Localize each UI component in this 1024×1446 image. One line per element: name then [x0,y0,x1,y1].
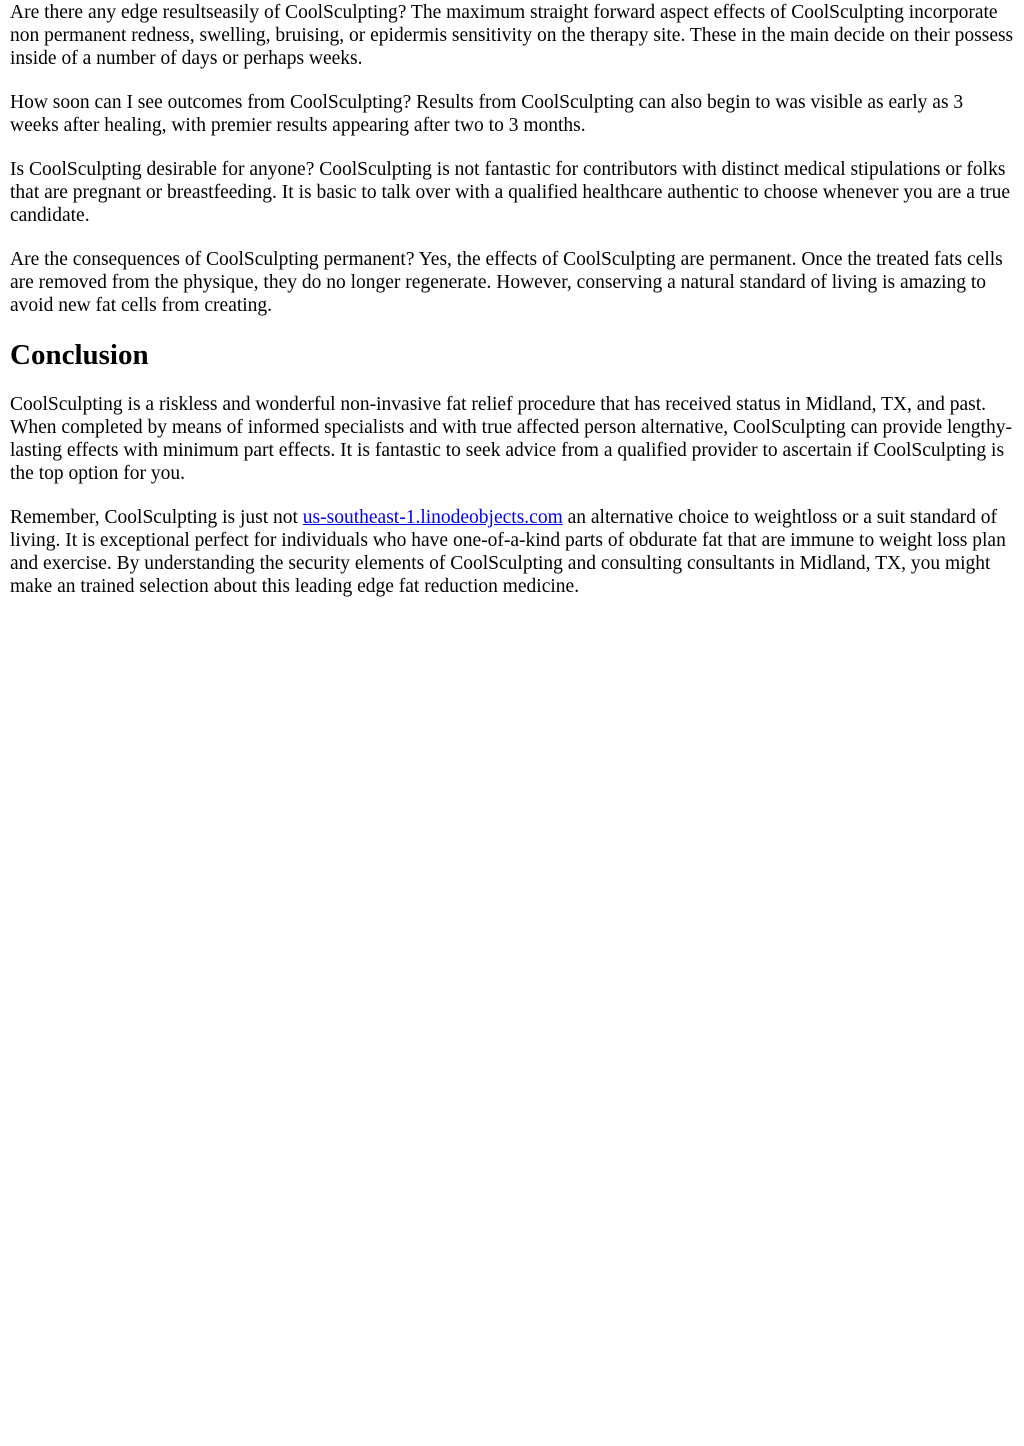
conclusion-paragraph-summary: CoolSculpting is a riskless and wonderful non-invasive fat relief procedure that has received status in Midland, TX, and past. When completed by means of informed specialists and with true affected person alternative, CoolSculpting can provide lengthy-lasting effects with minimum part effects. It is fantastic to seek advice from a qualified provider to ascertain if CoolSculpting is the top option for you. [10,394,1012,484]
conclusion-heading: Conclusion [10,339,149,371]
conclusion-paragraph-reminder [10,506,1014,598]
document-page [0,0,1024,598]
reminder-text-before-link: Remember, CoolSculpting is just not [10,507,303,528]
linode-objects-link[interactable]: us-southeast-1.linodeobjects.com [302,507,563,528]
faq-paragraph-permanence: Are the consequences of CoolSculpting permanent? Yes, the effects of CoolSculpting are permanent. Once the treated fats cells are removed from the physique, they do no longer regenerate. However, conserving a natural standard of living is amazing to avoid new fat cells from creating. [10,249,1003,316]
faq-paragraph-results-timing: How soon can I see outcomes from CoolSculpting? Results from CoolSculpting can also begin to was visible as early as 3 weeks after healing, with premier results appearing after two to 3 months. [10,92,964,136]
reminder-text-after-link: an alternative choice to weightloss or a suit standard of living. It is exceptional perfect for individuals who have one-of-a-kind parts of obdurate fat that are immune to weight loss plan and exercise. By understanding the security elements of CoolSculpting and consulting consultants in Midland, TX, you might make an trained selection about this leading edge fat reduction medicine. [10,507,1006,597]
faq-paragraph-candidacy: Is CoolSculpting desirable for anyone? CoolSculpting is not fantastic for contributors with distinct medical stipulations or folks that are pregnant or breastfeeding. It is basic to talk over with a qualified healthcare authentic to choose whenever you are a true candidate. [10,159,1011,226]
faq-paragraph-side-effects: Are there any edge resultseasily of CoolSculpting? The maximum straight forward aspect effects of CoolSculpting incorporate non permanent redness, swelling, bruising, or epidermis sensitivity on the therapy site. These in the main decide on their possess inside of a number of days or perhaps weeks. [10,2,1014,69]
